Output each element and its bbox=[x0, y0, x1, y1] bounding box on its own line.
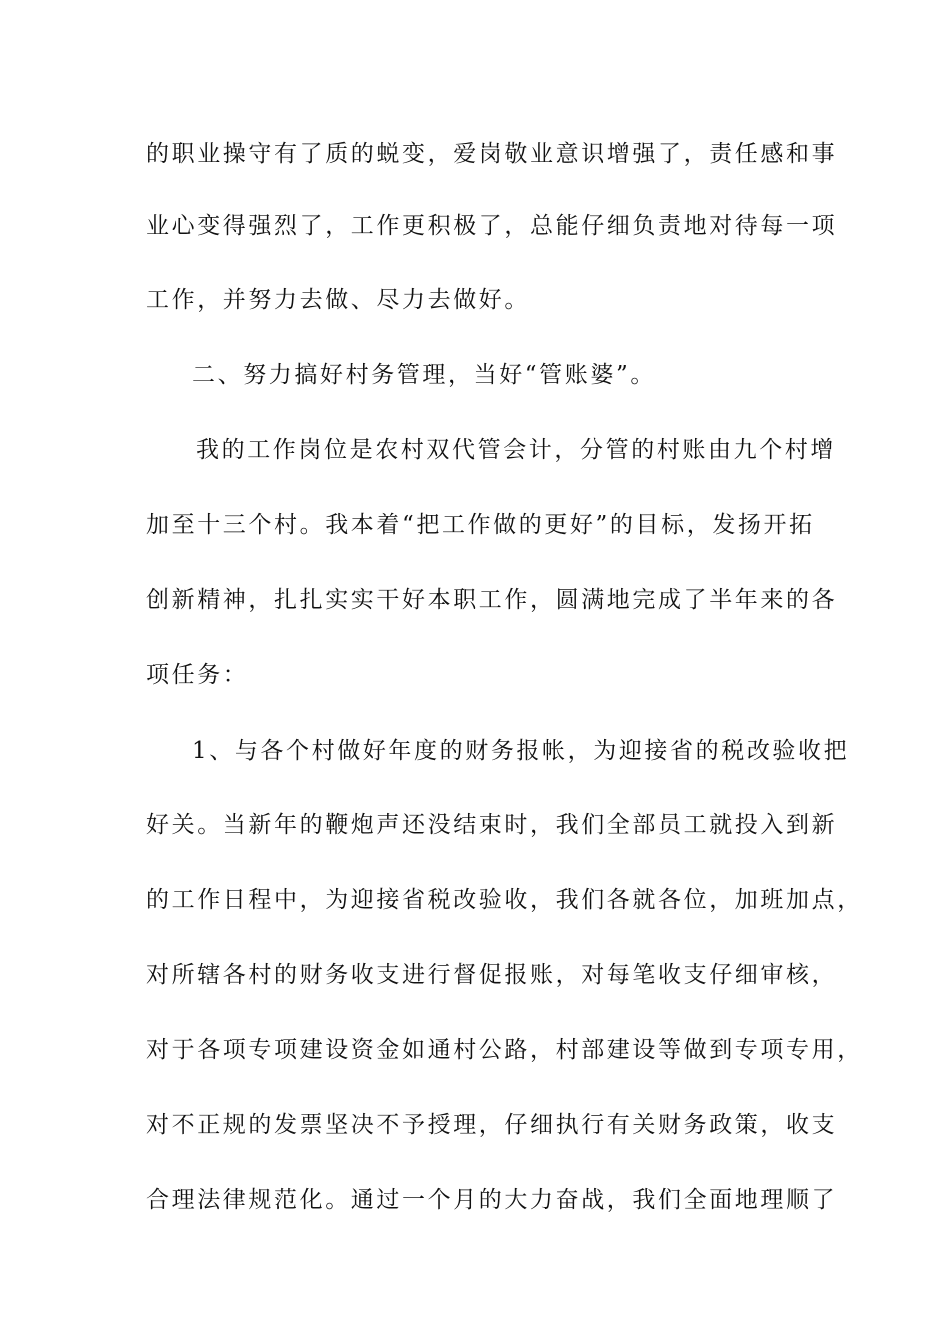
text-line: 项任务： bbox=[146, 662, 249, 688]
text-line: 好关。当新年的鞭炮声还没结束时，我们全部员工就投入到新 bbox=[146, 812, 838, 838]
text-line: 创新精神，扎扎实实干好本职工作，圆满地完成了半年来的各 bbox=[146, 587, 838, 613]
text-line: 工作，并努力去做、尽力去做好。 bbox=[146, 287, 530, 313]
text-line: 我的工作岗位是农村双代管会计，分管的村账由九个村增 bbox=[196, 437, 836, 463]
text-line: 合理法律规范化。通过一个月的大力奋战，我们全面地理顺了 bbox=[146, 1187, 838, 1213]
section-heading: 二、努力搞好村务管理，当好“管账婆”。 bbox=[192, 362, 656, 388]
text-line: 的职业操守有了质的蜕变，爱岗敬业意识增强了，责任感和事 bbox=[146, 141, 838, 167]
text-line: 对不正规的发票坚决不予授理，仔细执行有关财务政策，收支 bbox=[146, 1112, 838, 1138]
text-line: 的工作日程中，为迎接省税改验收，我们各就各位，加班加点， bbox=[146, 887, 863, 913]
text-line: 对于各项专项建设资金如通村公路，村部建设等做到专项专用， bbox=[146, 1037, 863, 1063]
text-line: 1、与各个村做好年度的财务报帐，为迎接省的税改验收把 bbox=[192, 738, 850, 764]
text-line: 业心变得强烈了，工作更积极了，总能仔细负责地对待每一项 bbox=[146, 213, 838, 239]
text-line: 加至十三个村。我本着“把工作做的更好”的目标，发扬开拓 bbox=[146, 512, 815, 538]
text-line: 对所辖各村的财务收支进行督促报账，对每笔收支仔细审核， bbox=[146, 962, 838, 988]
